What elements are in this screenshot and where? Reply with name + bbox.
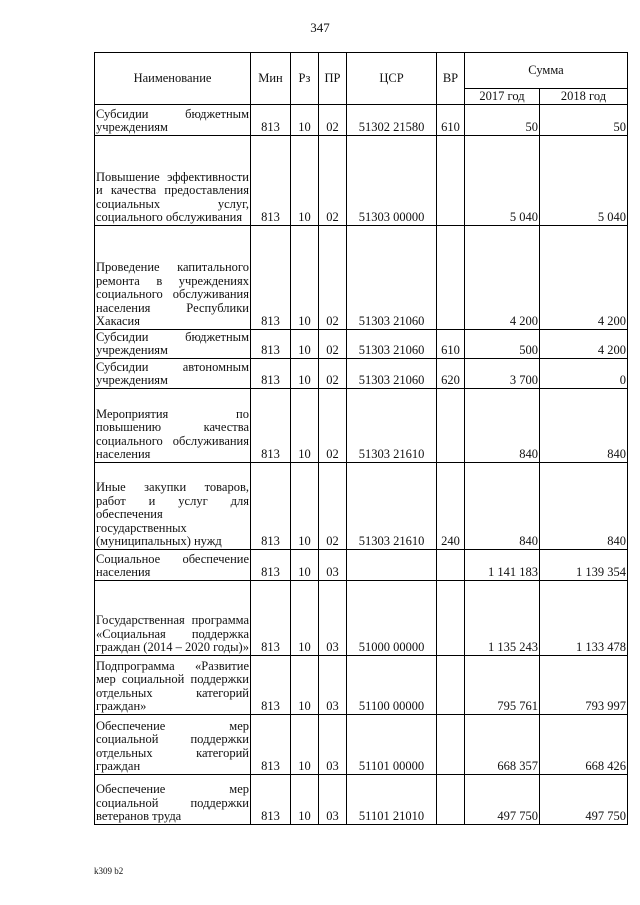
header-vr: ВР (437, 53, 465, 105)
row-csr: 51303 21060 (347, 226, 437, 330)
row-sum-2018: 4 200 (540, 330, 628, 359)
row-sum-2018: 497 750 (540, 775, 628, 825)
row-name: Обеспечение мер социальной поддержки ветеранов труда (95, 775, 251, 825)
row-vr (437, 550, 465, 581)
row-sum-2017: 1 141 183 (465, 550, 540, 581)
row-vr (437, 136, 465, 226)
row-csr: 51101 21010 (347, 775, 437, 825)
header-sum: Сумма (465, 53, 628, 89)
row-min: 813 (251, 226, 291, 330)
row-pr: 02 (319, 463, 347, 550)
table-row (95, 463, 628, 550)
header-year-2018: 2018 год (540, 89, 628, 105)
row-min: 813 (251, 359, 291, 389)
table-row (95, 775, 628, 825)
row-sum-2017: 500 (465, 330, 540, 359)
row-csr: 51303 21060 (347, 330, 437, 359)
row-csr: 51303 00000 (347, 136, 437, 226)
row-name: Обеспечение мер социальной поддержки отдельных категорий граждан (95, 715, 251, 775)
table-row (95, 550, 628, 581)
row-sum-2018: 0 (540, 359, 628, 389)
row-name: Субсидии автономным учреждениям (96, 359, 249, 388)
row-vr: 610 (437, 105, 465, 136)
row-pr: 02 (319, 136, 347, 226)
row-vr: 610 (437, 330, 465, 359)
row-name: Подпрограмма «Развитие мер социальной поддержки отдельных категорий граждан» (95, 656, 251, 715)
table-row (95, 226, 628, 330)
row-name: Субсидии бюджетным учреждениям (95, 105, 251, 136)
table-row (95, 330, 628, 359)
row-name: Иные закупки товаров, работ и услуг для обеспечения государственных (муниципальных) нужд (95, 463, 251, 550)
row-csr: 51303 21610 (347, 389, 437, 463)
row-min: 813 (251, 550, 291, 581)
row-rz: 10 (291, 105, 319, 136)
header-csr: ЦСР (347, 53, 437, 105)
row-name: Мероприятия по повышению качества социального обслуживания населения (95, 389, 251, 463)
row-min: 813 (251, 775, 291, 825)
row-rz: 10 (291, 330, 319, 359)
header-min: Мин (251, 53, 291, 105)
row-rz: 10 (291, 656, 319, 715)
row-min: 813 (251, 105, 291, 136)
row-sum-2017: 3 700 (465, 359, 540, 389)
row-pr: 02 (319, 389, 347, 463)
table-row (95, 359, 628, 389)
footer-code: k309 b2 (94, 866, 124, 876)
row-name: Повышение эффективности и качества предоставления социальных услуг, социального обслуживания (95, 136, 251, 226)
row-min: 813 (251, 581, 291, 656)
row-vr (437, 775, 465, 825)
row-pr: 02 (319, 330, 347, 359)
row-sum-2017: 5 040 (465, 136, 540, 226)
row-min: 813 (251, 656, 291, 715)
row-sum-2017: 4 200 (465, 226, 540, 330)
row-sum-2018: 50 (540, 105, 628, 136)
row-name: Субсидии бюджетным учреждениям (96, 329, 249, 358)
row-pr: 03 (319, 715, 347, 775)
row-min: 813 (251, 463, 291, 550)
row-rz: 10 (291, 775, 319, 825)
row-csr: 51101 00000 (347, 715, 437, 775)
row-pr: 02 (319, 105, 347, 136)
page-number: 347 (310, 20, 330, 35)
table-row (95, 136, 628, 226)
row-sum-2018: 840 (540, 463, 628, 550)
row-csr: 51302 21580 (347, 105, 437, 136)
row-rz: 10 (291, 389, 319, 463)
row-sum-2017: 840 (465, 389, 540, 463)
row-rz: 10 (291, 550, 319, 581)
row-rz: 10 (291, 463, 319, 550)
row-sum-2018: 4 200 (540, 226, 628, 330)
row-pr: 03 (319, 550, 347, 581)
row-sum-2018: 5 040 (540, 136, 628, 226)
row-csr: 51000 00000 (347, 581, 437, 656)
row-pr: 03 (319, 775, 347, 825)
row-vr (437, 715, 465, 775)
row-pr: 02 (319, 226, 347, 330)
row-name: Государственная программа «Социальная поддержка граждан (2014 – 2020 годы)» (95, 581, 251, 656)
row-pr: 03 (319, 656, 347, 715)
row-pr: 02 (319, 359, 347, 389)
row-sum-2017: 795 761 (465, 656, 540, 715)
row-name: Социальное обеспечение населения (95, 550, 251, 581)
row-min: 813 (251, 389, 291, 463)
header-pr: ПР (319, 53, 347, 105)
row-sum-2018: 1 139 354 (540, 550, 628, 581)
table-body (95, 105, 628, 825)
row-csr (347, 550, 437, 581)
row-rz: 10 (291, 226, 319, 330)
row-name: Проведение капитального ремонта в учреждениях социального обслуживания населения Республики Хакасия (95, 226, 251, 330)
row-sum-2017: 497 750 (465, 775, 540, 825)
row-rz: 10 (291, 359, 319, 389)
row-min: 813 (251, 136, 291, 226)
table-row (95, 389, 628, 463)
row-vr (437, 389, 465, 463)
row-sum-2018: 1 133 478 (540, 581, 628, 656)
row-sum-2018: 840 (540, 389, 628, 463)
header-year-2017: 2017 год (465, 89, 540, 105)
row-vr: 620 (437, 359, 465, 389)
row-sum-2017: 668 357 (465, 715, 540, 775)
row-sum-2017: 840 (465, 463, 540, 550)
table-row (95, 656, 628, 715)
row-rz: 10 (291, 136, 319, 226)
row-csr: 51100 00000 (347, 656, 437, 715)
row-sum-2018: 793 997 (540, 656, 628, 715)
table-row (95, 105, 628, 136)
row-csr: 51303 21610 (347, 463, 437, 550)
row-min: 813 (251, 330, 291, 359)
header-rz: Рз (291, 53, 319, 105)
row-sum-2018: 668 426 (540, 715, 628, 775)
row-rz: 10 (291, 715, 319, 775)
budget-table (94, 52, 628, 825)
row-vr (437, 581, 465, 656)
row-vr (437, 226, 465, 330)
header-name: Наименование (95, 53, 251, 105)
row-sum-2017: 1 135 243 (465, 581, 540, 656)
row-rz: 10 (291, 581, 319, 656)
table-row (95, 581, 628, 656)
row-min: 813 (251, 715, 291, 775)
row-vr: 240 (437, 463, 465, 550)
row-csr: 51303 21060 (347, 359, 437, 389)
table-row (95, 715, 628, 775)
row-pr: 03 (319, 581, 347, 656)
row-vr (437, 656, 465, 715)
row-sum-2017: 50 (465, 105, 540, 136)
